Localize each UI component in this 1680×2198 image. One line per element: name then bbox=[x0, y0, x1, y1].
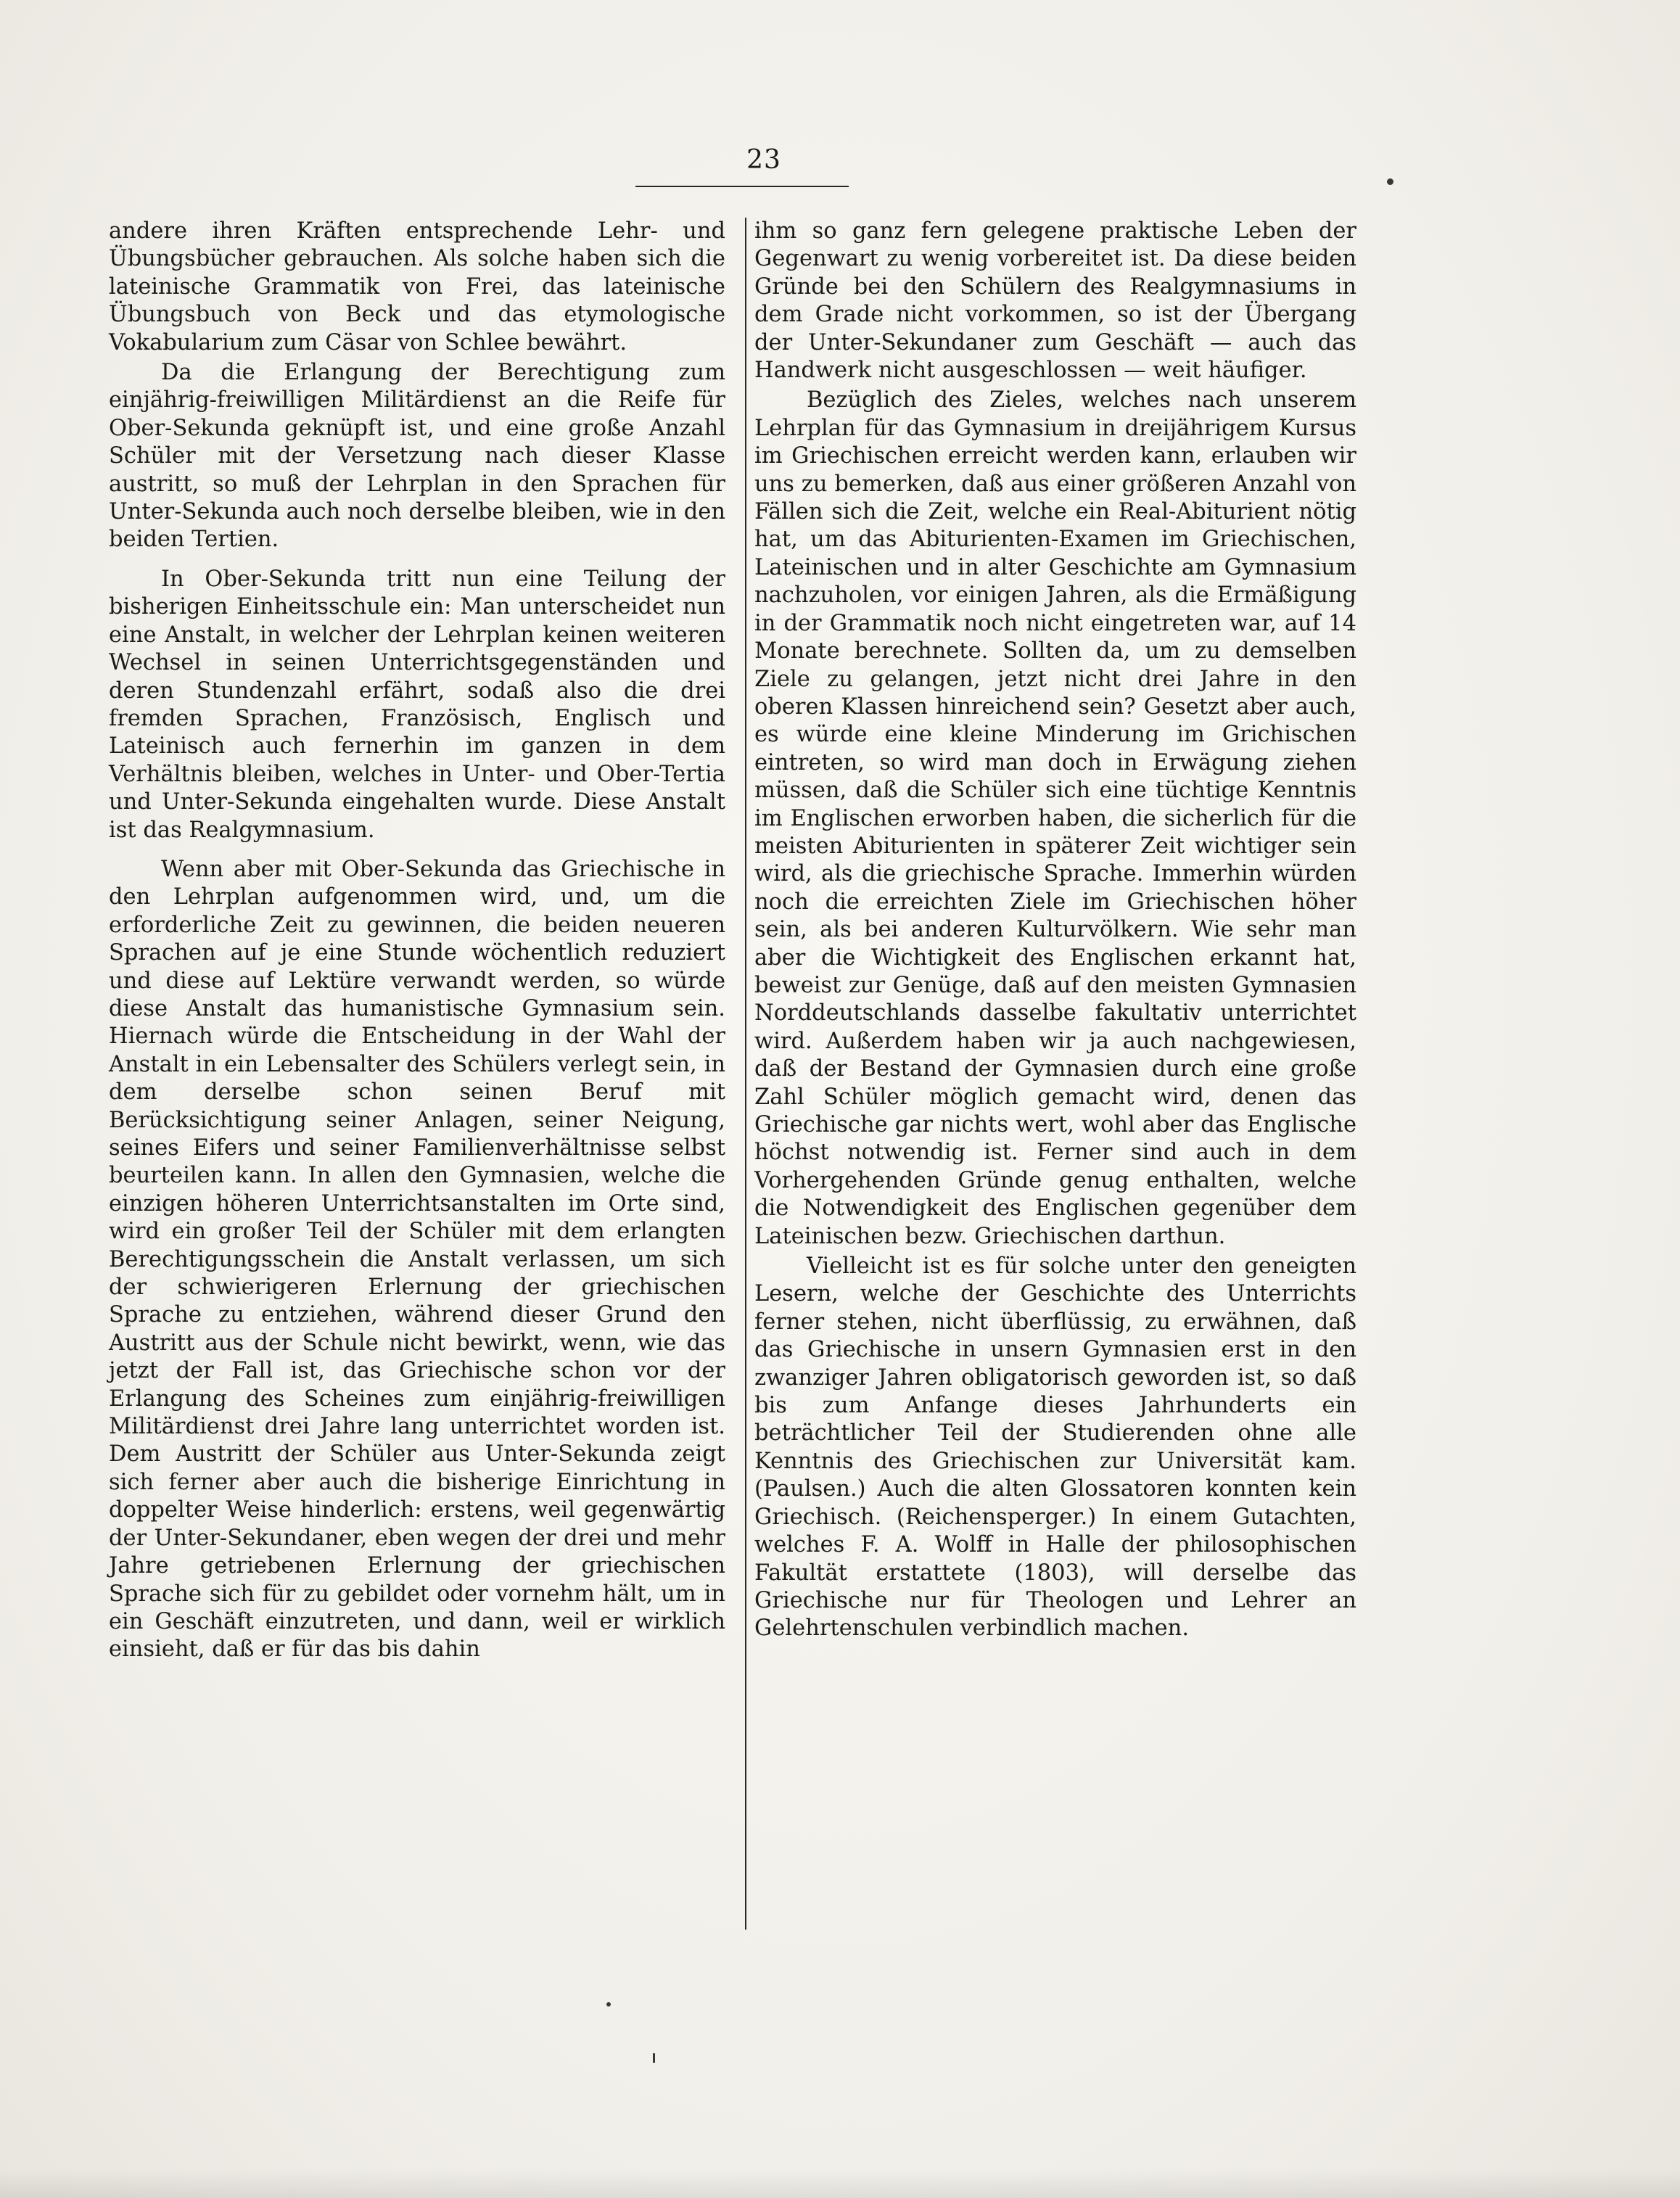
scan-speck bbox=[606, 2002, 611, 2006]
paragraph: ihm so ganz fern gelegene praktische Leben der Gegenwart zu wenig vorbereitet ist. Da diese beiden Gründe bei den Schülern des Realgymnasiums in dem Grade nicht vorkommen, so ist der Übergang der Unter-Sekundaner zum Geschäft — auch das Handwerk nicht ausgeschlossen — weit häufiger. bbox=[754, 218, 1356, 384]
page-number: 23 bbox=[746, 145, 781, 175]
paragraph: Bezüglich des Zieles, welches nach unserem Lehrplan für das Gymnasium in dreijährigem Kursus im Griechischen erreicht werden kann, erlauben wir uns zu bemerken, daß aus einer größeren Anzahl von Fällen sich die Zeit, welche ein Real-Abiturient nötig hat, um das Abiturienten-Examen im Griechischen, Lateinischen und in alter Geschichte am Gymnasium nachzuholen, vor einigen Jahren, als die Ermäßigung in der Grammatik noch nicht eingetreten war, auf 14 Monate berechnete. Sollten da, um zu demselben Ziele zu gelangen, jetzt nicht drei Jahre in den oberen Klassen hinreichend sein? Gesetzt aber auch, es würde eine kleine Minderung im Grichischen eintreten, so wird man doch in Erwägung ziehen müssen, daß die Schüler sich eine tüchtige Kenntnis im Englischen erworben haben, die sicherlich für die meisten Abiturienten in späterer Zeit wichtiger sein wird, als die griechische Sprache. Immerhin würden noch die erreichten Ziele im Griechischen höher sein, als bei anderen Kulturvölkern. Wie sehr man aber die Wichtigkeit des Englischen erkannt hat, beweist zur Genüge, daß auf den meisten Gymnasien Norddeutschlands dasselbe fakultativ unterrichtet wird. Außerdem haben wir ja auch nachgewiesen, daß der Bestand der Gymnasien durch eine große Zahl Schüler möglich gemacht wird, denen das Griechische gar nichts wert, wohl aber das Englische höchst notwendig ist. Ferner sind auch in dem Vorhergehenden Gründe genug enthalten, welche die Notwendigkeit des Englischen gegenüber dem Lateinischen bezw. Griechischen darthun. bbox=[754, 387, 1356, 1249]
right-column bbox=[754, 218, 1356, 1645]
header-rule bbox=[635, 186, 849, 187]
paragraph: Vielleicht ist es für solche unter den geneigten Lesern, welche der Geschichte des Unterrichts ferner stehen, nicht überflüssig, zu erwähnen, daß das Griechische in unsern Gymnasien erst in den zwanziger Jahren obligatorisch geworden ist, so daß bis zum Anfange dieses Jahrhunderts ein beträchtlicher Teil der Studierenden ohne alle Kenntnis des Griechischen zur Universität kam. (Paulsen.) Auch die alten Glossatoren konnten kein Griechisch. (Reichensperger.) In einem Gutachten, welches F. A. Wolff in Halle der philosophischen Fakultät erstattete (1803), will derselbe das Griechische nur für Theologen und Lehrer an Gelehrtenschulen verbindlich machen. bbox=[754, 1254, 1356, 1642]
scan-speck bbox=[653, 2053, 655, 2063]
left-column bbox=[109, 218, 725, 1666]
paragraph: Wenn aber mit Ober-Sekunda das Griechische in den Lehrplan aufgenommen wird, und, um die erforderliche Zeit zu gewinnen, die beiden neueren Sprachen auf je eine Stunde wöchentlich reduziert und diese auf Lektüre verwandt werden, so würde diese Anstalt das humanistische Gymnasium sein. Hiernach würde die Entscheidung in der Wahl der Anstalt in ein Lebensalter des Schülers verlegt sein, in dem derselbe schon seinen Beruf mit Berücksichtigung seiner Anlagen, seiner Neigung, seines Eifers und seiner Familienverhältnisse selbst beurteilen kann. In allen den Gymnasien, welche die einzigen höheren Unterrichtsanstalten im Orte sind, wird ein großer Teil der Schüler mit dem erlangten Berechtigungsschein die Anstalt verlassen, um sich der schwierigeren Erlernung der griechischen Sprache zu entziehen, während dieser Grund den Austritt aus der Schule nicht bewirkt, wenn, wie das jetzt der Fall ist, das Griechische schon vor der Erlangung des Scheines zum einjährig-freiwilligen Militärdienst drei Jahre lang unterrichtet worden ist. Dem Austritt der Schüler aus Unter-Sekunda zeigt sich ferner aber auch die bisherige Einrichtung in doppelter Weise hinderlich: erstens, weil gegenwärtig der Unter-Sekundaner, eben wegen der drei und mehr Jahre getriebenen Erlernung der griechischen Sprache sich für zu gebildet oder vornehm hält, um in ein Geschäft einzutreten, und dann, weil er wirklich einsieht, daß er für das bis dahin bbox=[109, 856, 725, 1663]
paragraph: Da die Erlangung der Berechtigung zum einjährig-freiwilligen Militärdienst an die Reife für Ober-Sekunda geknüpft ist, und eine große Anzahl Schüler mit der Versetzung nach dieser Klasse austritt, so muß der Lehrplan in den Sprachen für Unter-Sekunda auch noch derselbe bleiben, wie in den beiden Tertien. bbox=[109, 360, 725, 553]
column-divider bbox=[745, 218, 746, 1930]
paragraph: In Ober-Sekunda tritt nun eine Teilung der bisherigen Einheitsschule ein: Man unterscheidet nun eine Anstalt, in welcher der Lehrplan keinen weiteren Wechsel in seinen Unterrichtsgegenständen und deren Stundenzahl erfährt, sodaß also die drei fremden Sprachen, Französisch, Englisch und Lateinisch auch fernerhin im ganzen in dem Verhältnis bleiben, welches in Unter- und Ober-Tertia und Unter-Sekunda eingehalten wurde. Diese Anstalt ist das Realgymnasium. bbox=[109, 566, 725, 843]
scan-speck bbox=[1387, 178, 1393, 185]
paragraph: andere ihren Kräften entsprechende Lehr- und Übungsbücher gebrauchen. Als solche haben sich die lateinische Grammatik von Frei, das lateinische Übungsbuch von Beck und das etymologische Vokabularium zum Cäsar von Schlee bewährt. bbox=[109, 218, 725, 355]
page-shadow bbox=[0, 2169, 1680, 2198]
